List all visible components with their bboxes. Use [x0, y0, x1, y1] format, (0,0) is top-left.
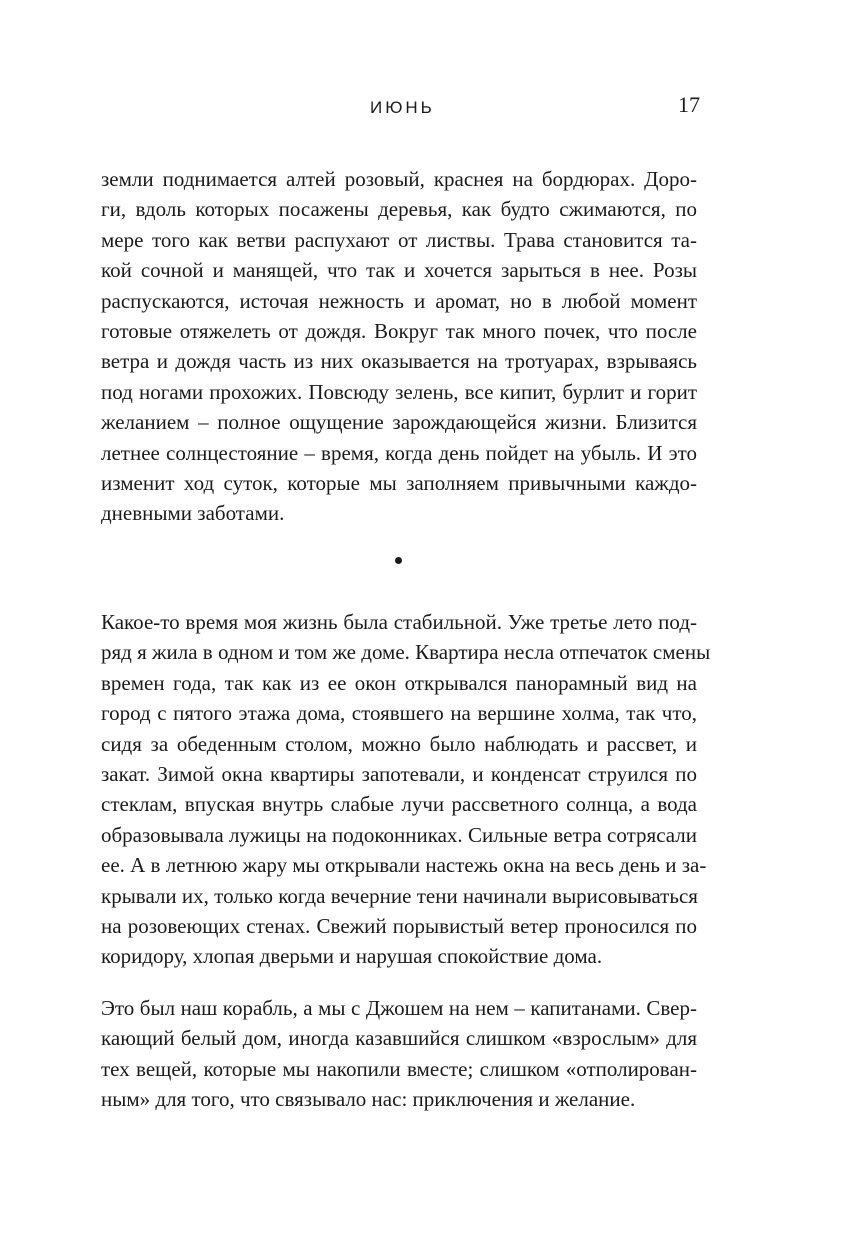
text-line: желанием – полное ощущение зарождающейся жизни. Близится: [101, 410, 697, 435]
text-line: под ногами прохожих. Повсюду зелень, все кипит, бурлит и горит: [101, 379, 697, 404]
text-line: крывали их, только когда вечерние тени начинали вырисовываться: [101, 883, 698, 908]
text-line: город с пятого этажа дома, стоявшего на вершине холма, так что,: [101, 701, 697, 726]
text-line: ветра и дождя часть из них оказывается на тротуарах, взрываясь: [101, 349, 697, 374]
section-separator-dot: [395, 557, 402, 564]
paragraph-1: [101, 164, 697, 529]
text-line: образовывала лужицы на подоконниках. Сильные ветра сотрясали: [101, 822, 697, 847]
text-line: кой сочной и манящей, что так и хочется зарыться в нее. Розы: [101, 258, 697, 283]
text-line: ги, вдоль которых посажены деревья, как будто сжимаются, по: [101, 197, 697, 222]
text-line: изменит ход суток, которые мы заполняем привычными каждо-: [101, 470, 697, 495]
text-line: на розовеющих стенах. Свежий порывистый ветер проносился по: [101, 913, 697, 938]
text-line: готовые отяжелеть от дождя. Вокруг так много почек, что после: [101, 318, 697, 343]
paragraph-2: [101, 607, 711, 972]
text-line: закат. Зимой окна квартиры запотевали, и конденсат струился по: [101, 761, 697, 786]
text-line: стеклам, впуская внутрь слабые лучи рассветного солнца, а вода: [101, 792, 697, 817]
page-number: 17: [678, 92, 700, 117]
text-line: сидя за обеденным столом, можно было наблюдать и рассвет, и: [101, 731, 697, 756]
running-title: ИЮНЬ: [370, 98, 435, 117]
text-line: тех вещей, которые мы накопили вместе; слишком «отполирован-: [101, 1056, 697, 1081]
text-line: мере того как ветви распухают от листвы. Трава становится та-: [101, 227, 697, 252]
text-line: кающий белый дом, иногда казавшийся слишком «взрослым» для: [101, 1026, 697, 1051]
text-line: земли поднимается алтей розовый, краснея на бордюрах. Доро-: [101, 167, 697, 191]
text-line: времен года, так как из ее окон открывался панорамный вид на: [101, 670, 697, 695]
text-line: коридору, хлопая дверьми и нарушая спокойствие дома.: [101, 944, 603, 969]
text-line: ным» для того, что связывало нас: приключения и желание.: [101, 1087, 636, 1112]
text-line: ее. А в летнюю жару мы открывали настежь окна на весь день и за-: [101, 853, 707, 878]
running-head: [0, 92, 844, 122]
text-line: летнее солнцестояние – время, когда день пойдет на убыль. И это: [101, 440, 697, 465]
text-line: дневными заботами.: [101, 501, 285, 526]
text-line: распускаются, источая нежность и аромат, но в любой момент: [101, 288, 697, 313]
text-line: ряд я жила в одном и том же доме. Квартира несла отпечаток смены: [101, 640, 711, 665]
paragraph-3: [101, 993, 697, 1115]
text-line: Какое-то время моя жизнь была стабильной. Уже третье лето под-: [101, 610, 697, 634]
text-line: Это был наш корабль, а мы с Джошем на нем – капитанами. Свер-: [101, 996, 697, 1020]
